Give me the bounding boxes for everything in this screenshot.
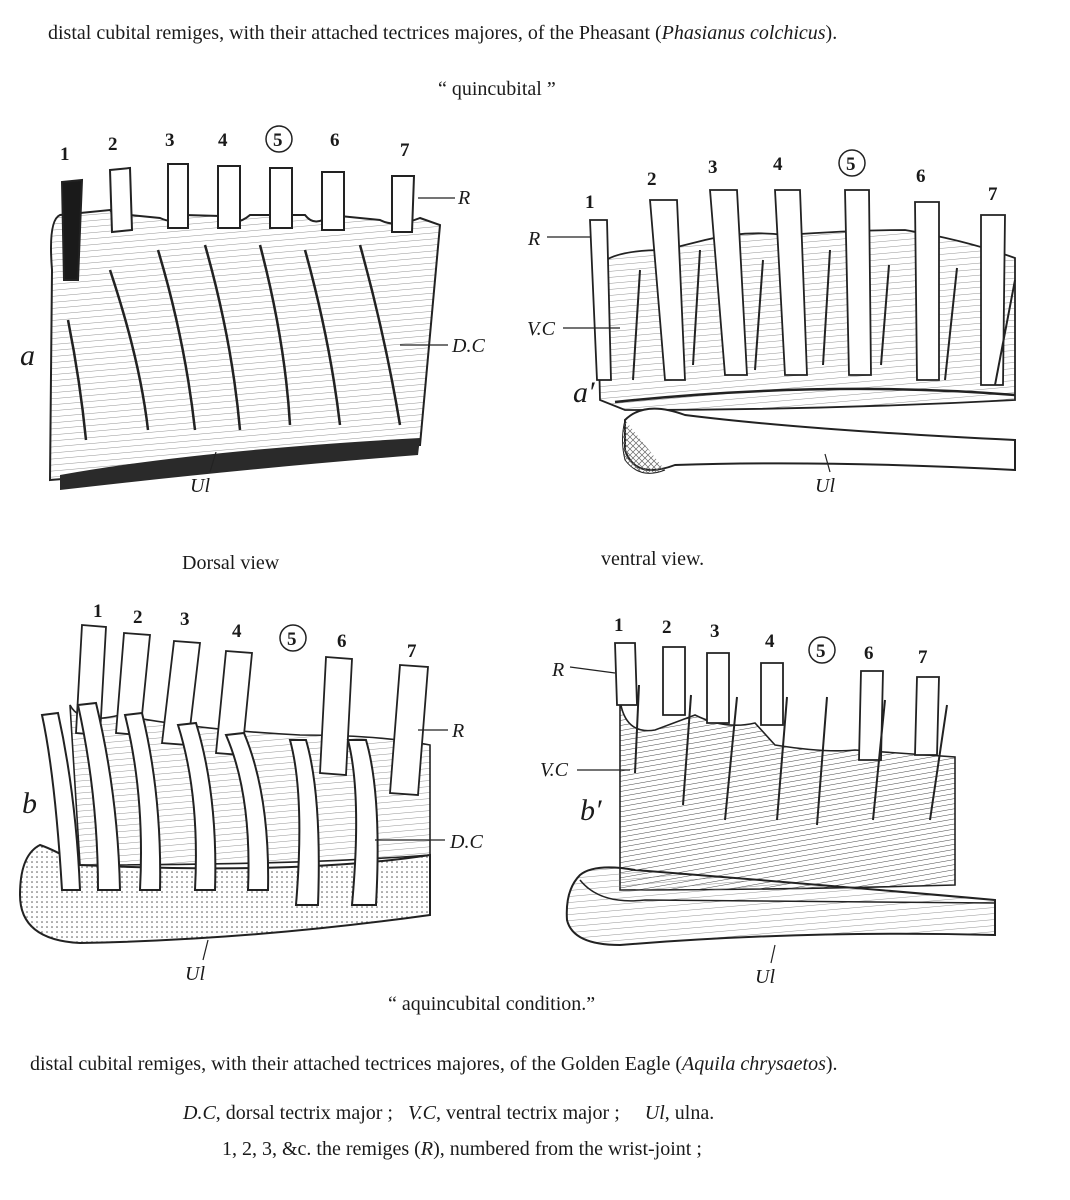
figure-b-prime — [525, 605, 1070, 990]
top-caption — [48, 22, 837, 45]
figure-a-quill-4 — [218, 166, 240, 228]
figure-a-label-ul: Ul — [190, 475, 210, 497]
figure-b-prime-number-5: 5 — [816, 641, 826, 662]
bottom-caption-species: Aquila chrysaetos — [681, 1053, 826, 1075]
ventral-view-label: ventral view. — [601, 548, 705, 570]
figure-a-quill-6 — [322, 172, 344, 230]
figure-b-prime-label-ul: Ul — [755, 966, 775, 988]
figure-a-letter: a — [20, 339, 35, 372]
figure-a-prime — [525, 140, 1070, 500]
figure-b-number-5: 5 — [287, 629, 297, 650]
bottom-caption-prefix: distal cubital remiges, with their attached tectrices majores, of the Golden Eagle ( — [30, 1053, 682, 1075]
bottom-caption — [30, 1053, 838, 1076]
figure-b-prime-quill-1 — [615, 643, 637, 705]
footnote-prefix: 1, 2, 3, &c. the remiges ( — [222, 1138, 421, 1160]
legend-ul-text: , ulna. — [664, 1102, 715, 1124]
figure-a-prime-number-3: 3 — [708, 157, 718, 178]
figure-a-number-1: 1 — [60, 144, 70, 165]
figure-b-prime-number-3: 3 — [710, 621, 720, 642]
figure-a-prime-label-r: R — [528, 228, 541, 250]
figure-b-prime-label-r: R — [552, 659, 565, 681]
figure-b-prime-web — [620, 700, 955, 890]
figure-b-prime-number-6: 6 — [864, 643, 874, 664]
figure-a-number-4: 4 — [218, 130, 228, 151]
figure-a-prime-number-7: 7 — [988, 184, 998, 205]
figure-a-number-2: 2 — [108, 134, 118, 155]
figure-a-quill-5 — [270, 168, 292, 228]
legend-line — [183, 1102, 714, 1125]
figure-a-quill-3 — [168, 164, 188, 228]
legend-ul-abbr: Ul — [644, 1102, 665, 1124]
figure-a-prime-quill-1 — [590, 220, 611, 380]
figure-b-prime-quill-7 — [915, 677, 939, 755]
top-caption-suffix: ). — [825, 22, 838, 44]
figure-b-quill-5 — [320, 657, 352, 775]
figure-a — [0, 120, 520, 510]
legend-vc-text: , ventral tectrix major ; — [435, 1102, 620, 1124]
footnote-line — [222, 1138, 702, 1161]
figure-a-label-r: R — [458, 187, 471, 209]
figure-b-prime-number-4: 4 — [765, 631, 775, 652]
figure-a-prime-number-6: 6 — [916, 166, 926, 187]
figure-b-prime-quill-2 — [663, 647, 685, 715]
top-caption-species: Phasianus colchicus — [661, 22, 826, 44]
legend-vc-abbr: V.C — [407, 1102, 436, 1124]
figure-a-prime-label-vc: V.C — [527, 318, 555, 340]
figure-b-prime-quill-3 — [707, 653, 729, 723]
figure-b-prime-number-7: 7 — [918, 647, 928, 668]
figure-a-web — [50, 210, 440, 480]
figure-a-quill-7 — [392, 176, 414, 232]
figure-b-label-dc: D.C — [450, 831, 483, 853]
top-condition-label: “ quincubital ” — [438, 78, 556, 100]
top-caption-prefix: distal cubital remiges, with their attached tectrices majores, of the Pheasant ( — [48, 22, 662, 44]
figure-b-label-ul: Ul — [185, 963, 205, 985]
figure-a-prime-number-1: 1 — [585, 192, 595, 213]
legend-dc-text: , dorsal tectrix major ; — [215, 1102, 393, 1124]
figure-a-number-3: 3 — [165, 130, 175, 151]
figure-a-quill-2 — [110, 168, 132, 232]
footnote-suffix: ), numbered from the wrist-joint ; — [433, 1138, 702, 1160]
figure-b-number-7: 7 — [407, 641, 417, 662]
figure-a-prime-quill-6 — [915, 202, 939, 380]
figure-a-prime-label-ul: Ul — [815, 475, 835, 497]
figure-a-prime-quill-5 — [845, 190, 871, 375]
figure-a-prime-number-4: 4 — [773, 154, 783, 175]
figure-b-number-2: 2 — [133, 607, 143, 628]
figure-b-number-6: 6 — [337, 631, 347, 652]
figure-b-label-r: R — [452, 720, 465, 742]
figure-b-prime-label-vc: V.C — [540, 759, 568, 781]
figure-b-number-1: 1 — [93, 601, 103, 622]
figure-a-label-dc: D.C — [452, 335, 485, 357]
figure-b-number-4: 4 — [232, 621, 242, 642]
legend-dc-abbr: D.C — [183, 1102, 216, 1124]
figure-a-number-6: 6 — [330, 130, 340, 151]
figure-a-number-7: 7 — [400, 140, 410, 161]
figure-b-prime-letter: b′ — [580, 794, 602, 827]
figure-b-letter: b — [22, 787, 37, 820]
figure-b — [0, 595, 520, 990]
figure-a-prime-ulna — [625, 409, 1015, 470]
figure-a-quill-1 — [62, 180, 82, 280]
figure-b-prime-number-1: 1 — [614, 615, 624, 636]
figure-b-number-3: 3 — [180, 609, 190, 630]
figure-a-prime-number-2: 2 — [647, 169, 657, 190]
dorsal-view-label: Dorsal view — [182, 552, 280, 574]
footnote-r-abbr: R — [420, 1138, 434, 1160]
figure-b-prime-number-2: 2 — [662, 617, 672, 638]
figure-a-prime-quill-7 — [981, 215, 1005, 385]
figure-a-prime-letter: a′ — [573, 376, 595, 409]
figure-a-prime-number-5: 5 — [846, 154, 856, 175]
figure-b-prime-quill-4 — [761, 663, 783, 725]
figure-a-number-5: 5 — [273, 130, 283, 151]
bottom-caption-suffix: ). — [825, 1053, 838, 1075]
bottom-condition-label: “ aquincubital condition.” — [388, 993, 596, 1015]
